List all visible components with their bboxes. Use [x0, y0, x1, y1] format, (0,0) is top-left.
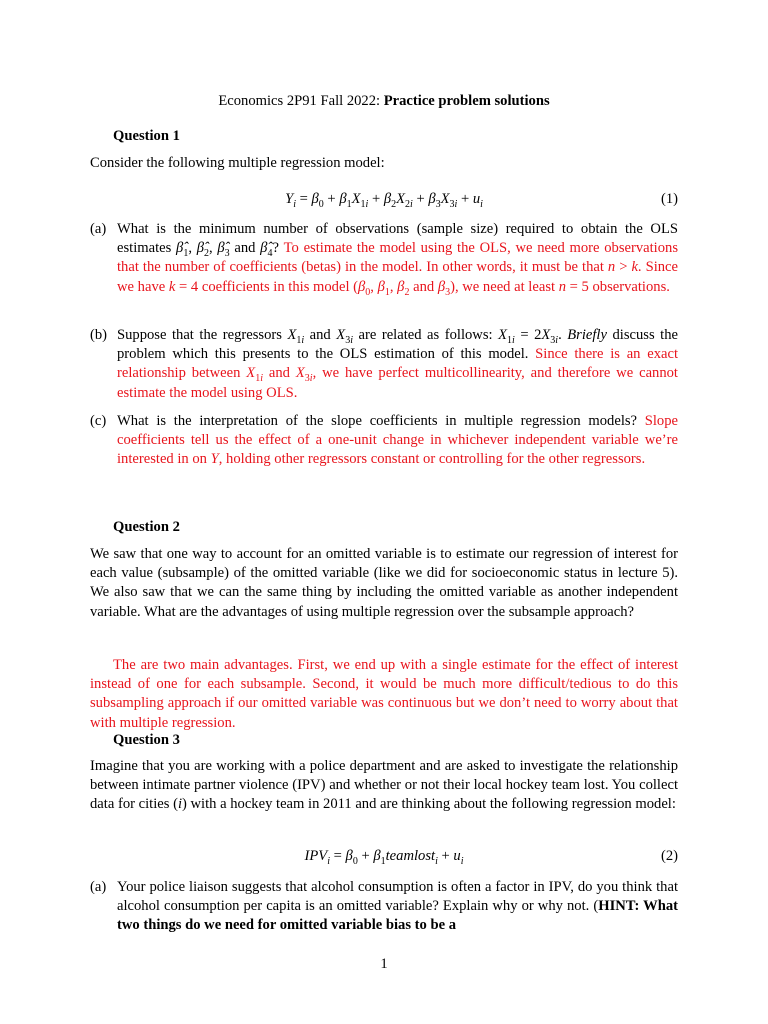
q3-body-2: ) with a hockey team in 2011 and are thinking about the following regression model:	[182, 796, 676, 813]
q1-b-question-3: are related as follows:	[352, 327, 499, 343]
question-1-heading: Question 1	[113, 128, 180, 144]
q1-a-answer-1: To estimate the model using the OLS, we need more observations that the number of coefficients (betas) in the model. In other words, it must be that	[117, 240, 678, 276]
q1-b-briefly: Briefly	[567, 327, 607, 343]
q1-b-answer-1: Since there is an exact relationship between	[117, 346, 678, 382]
q3-a-body: Your police liaison suggests that alcohol consumption is often a factor in IPV, do you think that alcohol consumption per capita is an omitted variable? Explain why or why not. (	[117, 879, 678, 915]
question-2-heading: Question 2	[113, 519, 180, 535]
q1-b-question-4: .	[558, 327, 568, 343]
q1-a-answer-2: . Since we have	[117, 259, 678, 295]
title-prefix: Economics 2P91 Fall 2022:	[218, 93, 384, 109]
q1-b-answer: Since there is an exact relationship between $X_{1i}$ and $X_{3i}$, we have perfect multicollinearity, and therefore we cannot estimate the model using OLS.	[117, 346, 678, 401]
q1-a-label: (a)	[90, 221, 107, 237]
q1-part-b	[90, 326, 678, 403]
page-number: 1	[380, 956, 388, 972]
page-title	[0, 93, 768, 110]
q1-b-answer-2: and	[263, 365, 296, 382]
q3-a-text	[117, 878, 678, 936]
equation-1-number: (1)	[660, 191, 678, 207]
q3-body: Imagine that you are working with a police department and are asked to investigate the relationship between intimate partner violence (IPV) and whether or not their local hockey team lost. You collect data for cities (i) with a hockey team in 2011 and are thinking about the following regression model:	[90, 758, 678, 813]
q1-c-label: (c)	[90, 413, 107, 429]
question-3-heading: Question 3	[113, 732, 180, 748]
title-bold: Practice problem solutions	[383, 93, 550, 109]
q1-b-question-2: and	[304, 327, 337, 343]
q1-c-answer-2: , holding other regressors constant or controlling for the other regressors.	[218, 451, 646, 468]
q1-b-answer-3: , we have perfect multicollinearity, and therefore we cannot estimate the model using OLS.	[117, 365, 678, 401]
q1-a-answer-3: coefficients in this model (	[198, 278, 359, 295]
q1-b-question-1: Suppose that the regressors	[117, 327, 288, 343]
q1-b-question-5: discuss the problem which this presents to the OLS estimation of this model.	[117, 327, 679, 363]
q1-a-question-1: What is the minimum number of observations (sample size) required to obtain the OLS estimates	[117, 221, 678, 257]
q1-part-a	[90, 220, 678, 297]
q1-a-answer-5: observations.	[588, 278, 670, 295]
equation-2-number: (2)	[660, 848, 678, 864]
q3-part-a	[90, 878, 678, 936]
q1-a-question-2: ?	[272, 240, 279, 257]
q3-body-1: Imagine that you are working with a police department and are asked to investigate the relationship between intimate partner violence (IPV) and whether or not their local hockey team lost. You collect data for cities (	[90, 758, 678, 813]
q1-c-answer: Slope coefficients tell us the effect of a one-unit change in whichever independent variable we’re interested in on Y, holding other regressors constant or controlling for the other regressors.	[117, 413, 679, 468]
q1-b-label: (b)	[90, 327, 108, 343]
q2-answer: The are two main advantages. First, we end up with a single estimate for the effect of interest instead of one for each subsample. Second, it would be much more difficult/tedious to do this subsampling approach if our omitted variable was continuous but we don’t need to worry about that with multiple regression.	[90, 657, 678, 731]
q1-part-c	[90, 412, 678, 470]
q1-c-answer-1: Slope coefficients tell us the effect of a one-unit change in whichever independent variable we’re interested in on	[117, 413, 679, 468]
q1-a-text: What is the minimum number of observations (sample size) required to obtain the OLS estimates $\betâ_1$, $\betâ_2$, $\betâ_3$ and $\betâ_4$? To estimate the model using the OLS, we need more observations that the number of coefficients (betas) in the model. In other words, it must be that n > k. Since we have k = 4 coefficients in this model ($\beta_0$, $\beta_1$, $\beta_2$ and $\beta_3$), we need at least n = 5 observations.	[117, 221, 678, 298]
q1-a-answer-4: ), we need at least	[450, 278, 559, 295]
q1-intro: Consider the following multiple regression model:	[90, 155, 385, 171]
q1-a-answer: To estimate the model using the OLS, we need more observations that the number of coefficients (betas) in the model. In other words, it must be that n > k. Since we have k = 4 coefficients in this model ($\beta_0$, $\beta_1$, $\beta_2$ and $\beta_3$), we need at least n = 5 observations.	[117, 240, 678, 298]
equation-2-body: $IPV_i = \beta_0$ + $\beta_1teamlost_i + u_i$	[304, 848, 464, 867]
q1-c-question: What is the interpretation of the slope coefficients in multiple regression models?	[117, 413, 638, 429]
q3-a-hint: HINT: What two things do we need for omitted variable bias to be a	[117, 898, 678, 934]
q2-body: We saw that one way to account for an omitted variable is to estimate our regression of interest for each value (subsample) of the omitted variable (like we did for socioeconomic status in lecture 5). We also saw that we can the same thing by including the omitted variable as another independent variable. What are the advantages of using multiple regression over the subsample approach?	[90, 546, 678, 620]
q1-b-text: Suppose that the regressors $X_{1i}$ and $X_{3i}$ are related as follows: $X_{1i} = 2X_{3i}$. Briefly discuss the problem which this presents to the OLS estimation of this model. Since there is an exact relationship between $X_{1i}$ and $X_{3i}$, we have perfect multicollinearity, and therefore we cannot estimate the model using OLS.	[117, 327, 679, 401]
q3-a-label: (a)	[90, 879, 107, 895]
q1-c-text	[117, 412, 678, 470]
equation-1-body: $Y_i = \beta_0 + \beta_1X_{1i} + \beta_2X_{2i} + \beta_3X_{3i} + u_i$	[285, 191, 483, 210]
